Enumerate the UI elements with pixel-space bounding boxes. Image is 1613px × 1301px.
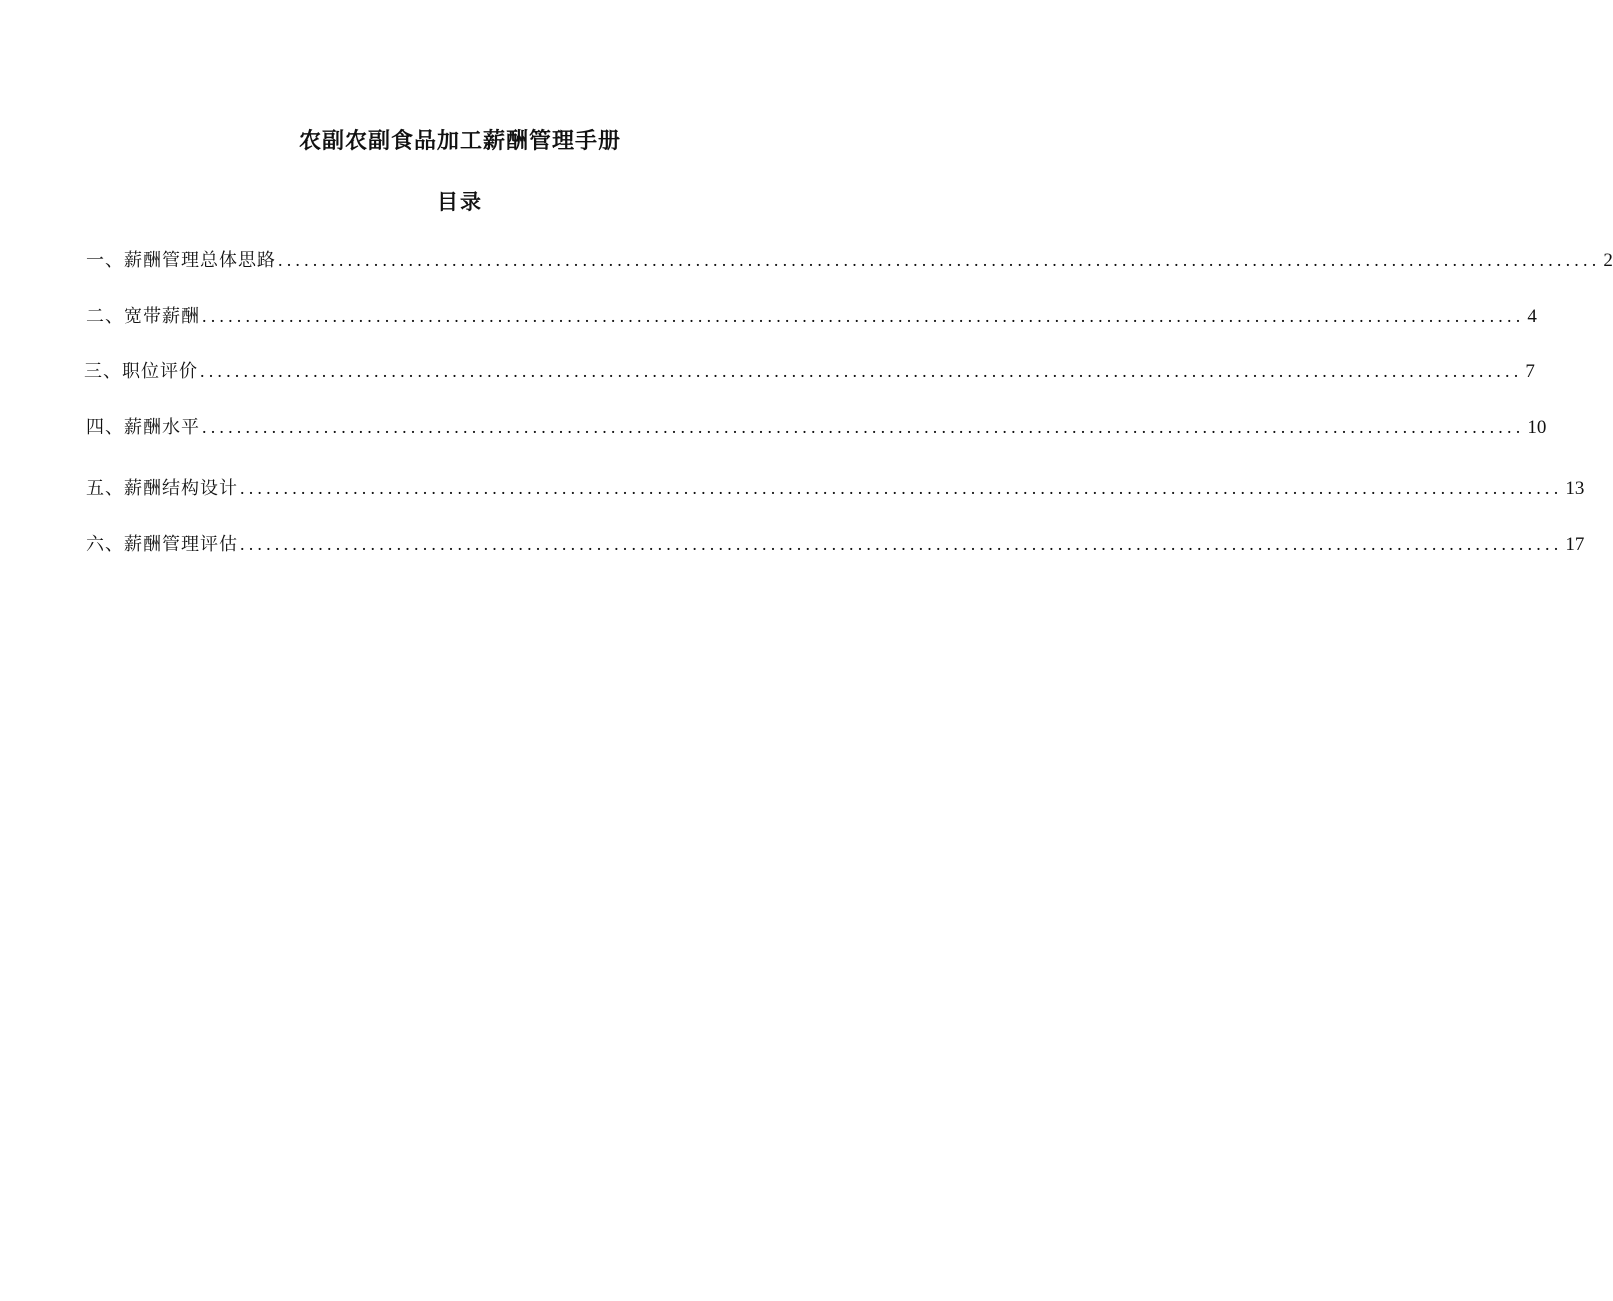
toc-entry[interactable]: [86, 303, 1537, 329]
toc-entry-label: 四、薪酬水平: [86, 417, 200, 438]
toc-entry[interactable]: [84, 358, 1535, 384]
toc-entry-page: 13: [1565, 478, 1585, 499]
toc-leader-dots: ........................................................................................................................................................: [200, 361, 1523, 381]
toc-entry-label: 一、薪酬管理总体思路: [86, 250, 276, 271]
toc-heading: 目录: [437, 189, 483, 214]
toc-entry-page: 2: [1603, 250, 1613, 271]
toc-entry-label: 六、薪酬管理评估: [86, 534, 238, 555]
document-title: 农副农副食品加工薪酬管理手册: [298, 128, 621, 154]
toc-entry-label: 二、宽带薪酬: [86, 306, 200, 327]
toc-entry[interactable]: [86, 247, 1613, 273]
toc-entry[interactable]: [86, 475, 1585, 501]
toc-leader-dots: ........................................................................................................................................................: [202, 306, 1525, 326]
toc-entry-label: 五、薪酬结构设计: [86, 478, 238, 499]
toc-leader-dots: ........................................................................................................................................................: [278, 250, 1601, 270]
toc-entry[interactable]: [86, 531, 1585, 557]
toc-entry-page: 4: [1527, 306, 1537, 327]
toc-entry[interactable]: [86, 414, 1547, 440]
toc-entry-page: 17: [1565, 534, 1585, 555]
toc-leader-dots: ........................................................................................................................................................: [240, 534, 1563, 554]
toc-entry-page: 7: [1525, 361, 1535, 382]
toc-entry-label: 三、职位评价: [84, 361, 198, 382]
toc-leader-dots: ........................................................................................................................................................: [202, 417, 1525, 437]
toc-entry-page: 10: [1527, 417, 1547, 438]
toc-leader-dots: ........................................................................................................................................................: [240, 478, 1563, 498]
